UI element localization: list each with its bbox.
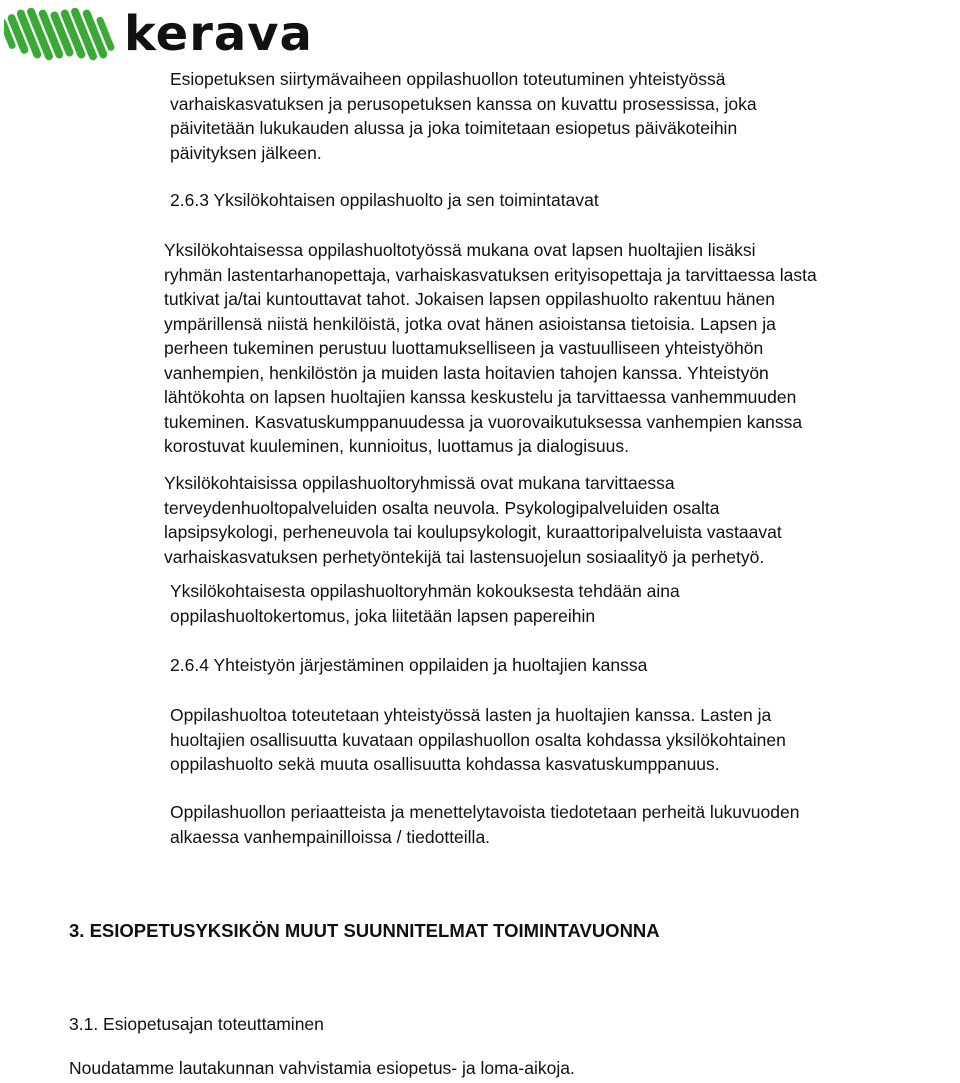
svg-text:kerava: kerava [124,6,313,62]
section-heading-3-1: 3.1. Esiopetusajan toteuttaminen [69,1014,324,1034]
paragraph-information: Oppilashuollon periaatteista ja menettelytavoista tiedotetaan perheitä lukuvuoden alkaessa vanhempainilloissa / tiedotteilla. [170,802,800,847]
chapter-heading-3: 3. ESIOPETUSYKSIKÖN MUUT SUUNNITELMAT TOIMINTAVUONNA [69,920,660,941]
paragraph-individual-care: Yksilökohtaisessa oppilashuoltotyössä mukana ovat lapsen huoltajien lisäksi ryhmän lastentarhanopettaja, varhaiskasvatuksen erityisopettaja ja tarvittaessa lasta tutkivat ja/tai kuntouttavat tahot. Jokaisen lapsen oppilashuolto rakentuu hänen ympärillensä niistä henkilöistä, jotka ovat hänen asioistansa tietoisia. Lapsen ja perheen tukeminen perustuu luottamukselliseen ja vastuulliseen yhteistyöhön vanhempien, henkilöstön ja muiden lasta hoitavien tahojen kanssa. Yhteistyön lähtökohta on lapsen huoltajien kanssa keskustelu ja tarvittaessa vanhemmuuden tukeminen. Kasvatuskumppanuudessa ja vuorovaikutuksessa vanhempien kanssa korostuvat kuuleminen, kunnioitus, luottamus ja dialogisuus. [164,240,817,456]
kerava-wave-logo-icon [4,4,360,64]
paragraph-care-groups: Yksilökohtaisissa oppilashuoltoryhmissä ovat mukana tarvittaessa terveydenhuoltopalveluiden osalta neuvola. Psykologipalveluiden osalta lapsipsykologi, perheneuvola tai koulupsykologit, kuraattoripalveluista vastaavat varhaiskasvatuksen perhetyöntekijä tai lastensuojelun sosiaalityö ja perhetyö. [164,473,782,567]
kerava-logo [4,4,360,64]
section-heading-2-6-3: 2.6.3 Yksilökohtaisen oppilashuolto ja sen toimintatavat [170,190,599,210]
paragraph-cooperation: Oppilashuoltoa toteutetaan yhteistyössä lasten ja huoltajien kanssa. Lasten ja huoltajien osallisuutta kuvataan oppilashuollon osalta kohdassa yksilökohtainen oppilashuolto sekä muuta osallisuutta kohdassa kasvatuskumppanuus. [170,705,786,774]
paragraph-meeting-record: Yksilökohtaisesta oppilashuoltoryhmän kokouksesta tehdään aina oppilashuoltokertomus, joka liitetään lapsen papereihin [170,581,680,626]
paragraph-schedule: Noudatamme lautakunnan vahvistamia esiopetus- ja loma-aikoja. [69,1058,575,1078]
section-heading-2-6-4: 2.6.4 Yhteistyön järjestäminen oppilaiden ja huoltajien kanssa [170,655,648,675]
intro-paragraph: Esiopetuksen siirtymävaiheen oppilashuollon toteutuminen yhteistyössä varhaiskasvatuksen ja perusopetuksen kanssa on kuvattu prosessissa, joka päivitetään lukukauden alussa ja joka toimitetaan esiopetus päiväkoteihin päivityksen jälkeen. [170,69,757,163]
